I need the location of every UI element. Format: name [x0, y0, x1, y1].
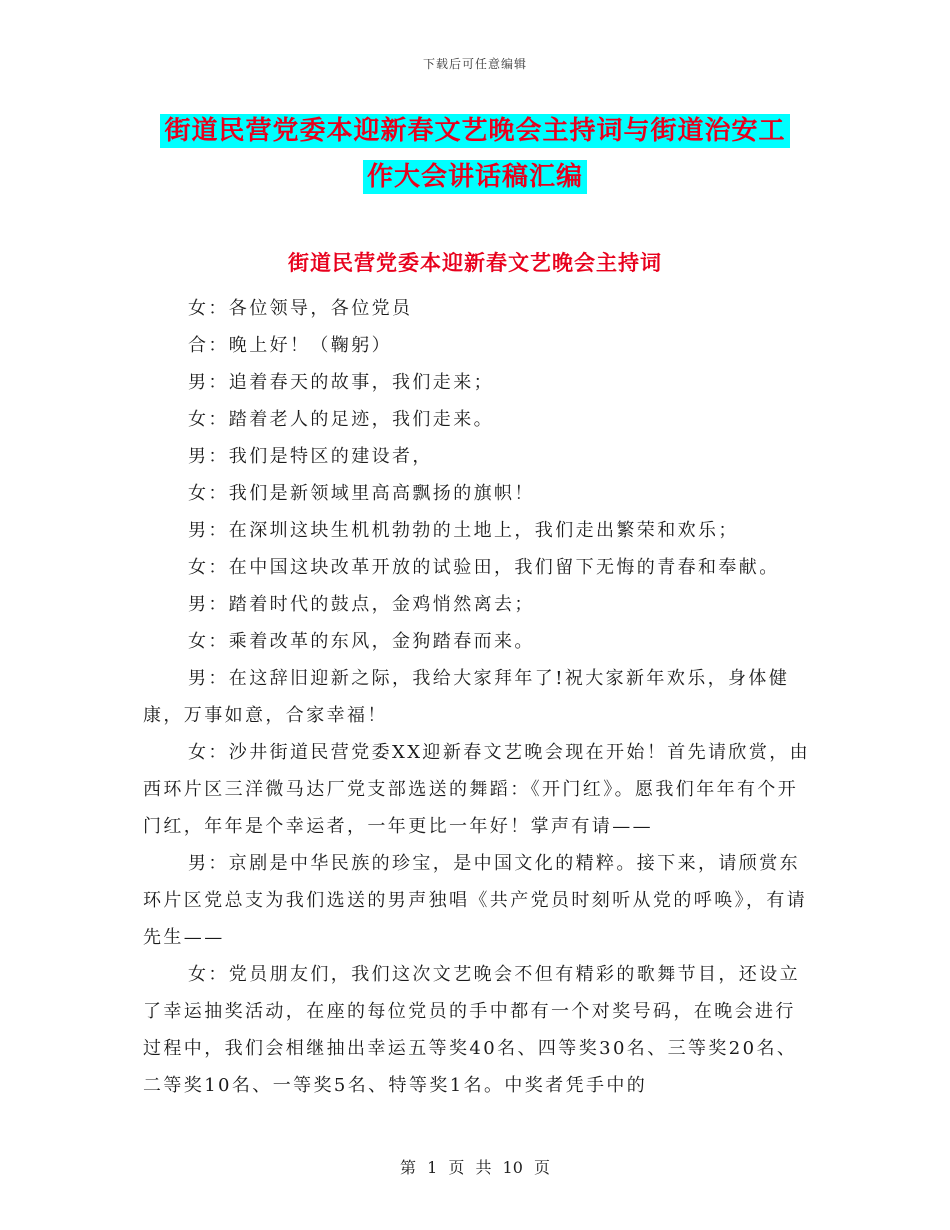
paragraph: 合：晚上好！（鞠躬） [188, 335, 392, 356]
body-text [143, 290, 811, 1104]
document-title [150, 108, 800, 200]
section-title: 街道民营党委本迎新春文艺晚会主持词 [288, 250, 662, 275]
paragraph: 女：我们是新领域里高高飘扬的旗帜！ [188, 483, 535, 504]
paragraph: 男：踏着时代的鼓点，金鸡悄然离去； [188, 594, 535, 615]
paragraph: 女：踏着老人的足迹，我们走来。 [188, 409, 494, 430]
paragraph: 男：京剧是中华民族的珍宝，是中国文化的精粹。接下来，请颀赏东环片区党总支为我们选送的男声独唱《共产党员时刻听从党的呼唤》，有请先生—— [143, 853, 808, 948]
paragraph: 女：乘着改革的东风，金狗踏春而来。 [188, 631, 535, 652]
paragraph: 男：在深圳这块生机机勃勃的土地上，我们走出繁荣和欢乐； [188, 520, 739, 541]
paragraph: 女：沙井街道民营党委XX迎新春文艺晚会现在开始！首先请欣赏，由西环片区三洋微马达厂党支部选送的舞蹈：《开门红》。愿我们年年有个开门红，年年是个幸运者，一年更比一年好！掌声有请—— [143, 742, 811, 837]
paragraph: 女：在中国这块改革开放的试验田，我们留下无悔的青春和奉献。 [188, 557, 780, 578]
paragraph: 女：各位领导，各位党员 [188, 298, 413, 319]
paragraph: 男：追着春天的故事，我们走来； [188, 372, 494, 393]
document-title-line-1: 街道民营党委本迎新春文艺晚会主持词与街道治安工 [160, 114, 789, 148]
page-header-note: 下载后可任意编辑 [422, 57, 527, 71]
document-title-line-2: 作大会讲话稿汇编 [363, 160, 587, 194]
paragraph: 男：在这辞旧迎新之际，我给大家拜年了!祝大家新年欢乐，身体健康，万事如意，合家幸福！ [143, 668, 790, 726]
page-number: 第 1 页 共 10 页 [400, 1158, 550, 1177]
paragraph: 男：我们是特区的建设者， [188, 446, 433, 467]
paragraph: 女：党员朋友们，我们这次文艺晚会不但有精彩的歌舞节目，还设立了幸运抽奖活动，在座的每位党员的手中都有一个对奖号码，在晚会进行过程中，我们会相继抽出幸运五等奖40名、四等奖30名、三等奖20名、二等奖10名、一等奖5名、特等奖1名。中奖者凭手中的 [143, 964, 800, 1096]
